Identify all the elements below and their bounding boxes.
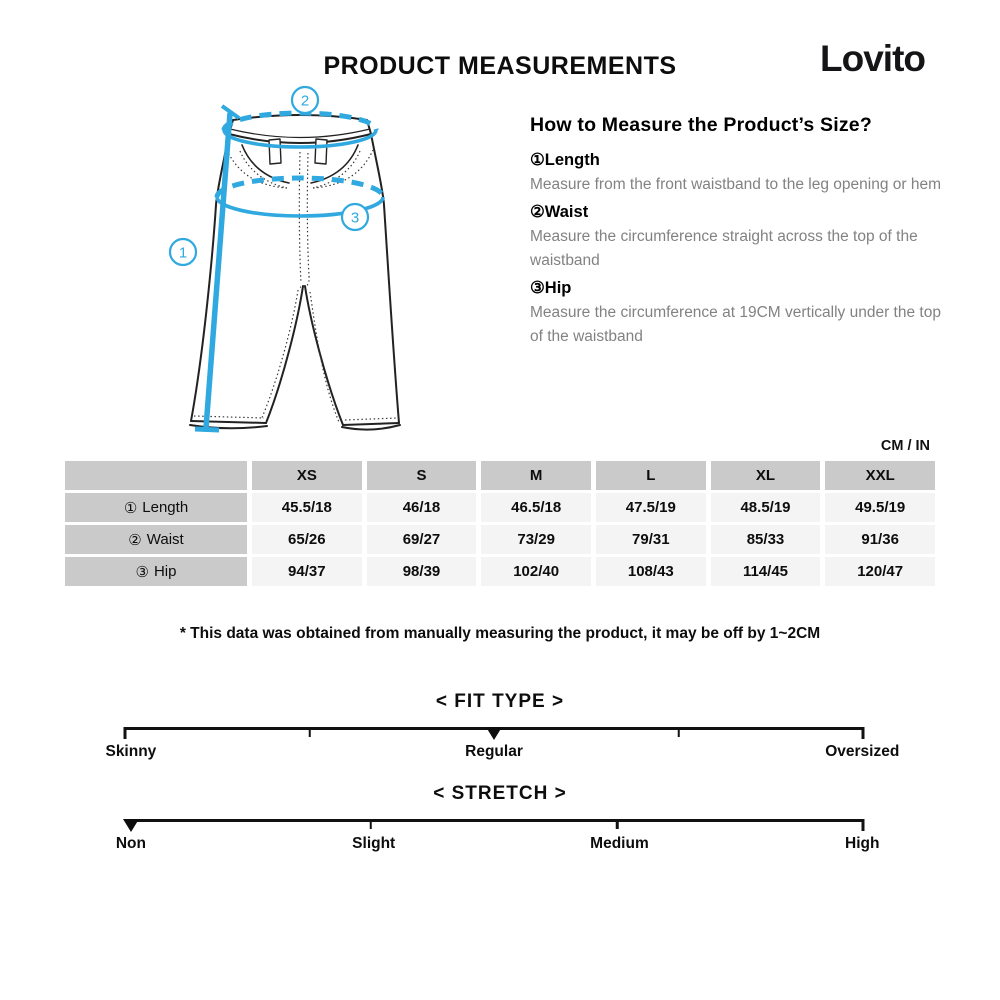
waist-s: 69/27 — [367, 525, 477, 554]
col-header-l: L — [596, 461, 706, 490]
waist-l: 79/31 — [596, 525, 706, 554]
waist-xl: 85/33 — [711, 525, 821, 554]
fit-type-track — [125, 727, 863, 730]
stretch-label-medium: Medium — [590, 835, 649, 852]
fit-type-tick-75 — [677, 727, 680, 737]
fit-type-tick-0 — [124, 727, 127, 739]
col-header-xxl: XXL — [825, 461, 935, 490]
measure-item-waist-label: ②Waist — [530, 203, 589, 221]
length-l: 47.5/19 — [596, 493, 706, 522]
hip-xl: 114/45 — [711, 557, 821, 586]
how-to-measure-section — [530, 114, 944, 349]
stretch-track — [125, 819, 863, 822]
fit-type-label-regular: Regular — [465, 743, 523, 760]
stretch-label-high: High — [845, 835, 880, 852]
fit-type-tick-25 — [308, 727, 311, 737]
marker-num-3: 3 — [350, 209, 360, 227]
marker-num-1: 1 — [178, 244, 188, 262]
measure-item-hip-label: ③Hip — [530, 279, 572, 297]
brand-logo: Lovito — [820, 38, 925, 79]
hip-m: 102/40 — [481, 557, 591, 586]
fit-type-title: < FIT TYPE > — [435, 691, 565, 712]
measurement-note: * This data was obtained from manually measuring the product, it may be off by 1~2CM — [179, 625, 821, 642]
marker-numbers — [179, 93, 359, 262]
pants-diagram — [150, 80, 490, 450]
stretch-label-non: Non — [115, 835, 146, 852]
col-header-s: S — [367, 461, 477, 490]
length-s: 46/18 — [367, 493, 477, 522]
unit-label: CM / IN — [880, 438, 930, 454]
circled-1: ① — [530, 151, 545, 169]
stretch-labels — [115, 835, 880, 857]
stretch-label-slight: Slight — [352, 835, 396, 852]
circled-3: ③ — [530, 279, 545, 297]
hip-xxl: 120/47 — [825, 557, 935, 586]
size-table — [65, 461, 935, 586]
waist-xs: 65/26 — [252, 525, 362, 554]
measure-item-waist-desc: Measure the circumference straight across the top of the waistband — [530, 228, 918, 269]
how-to-heading: How to Measure the Product’s Size? — [530, 114, 872, 136]
stretch-tick-67 — [616, 819, 619, 829]
measure-item-length-label: ①Length — [530, 151, 600, 169]
fit-type-tick-100 — [862, 727, 865, 739]
length-m: 46.5/18 — [481, 493, 591, 522]
fit-type-label-skinny: Skinny — [105, 743, 157, 760]
hip-l: 108/43 — [596, 557, 706, 586]
row-header-length: ① Length — [65, 493, 247, 522]
length-xs: 45.5/18 — [252, 493, 362, 522]
fit-type-marker-icon — [486, 727, 502, 740]
waist-xxl: 91/36 — [825, 525, 935, 554]
stretch-tick-100 — [862, 819, 865, 831]
fit-type-label-oversized: Oversized — [825, 743, 900, 760]
measure-item-hip-desc: Measure the circumference at 19CM vertically under the top of the waistband — [530, 304, 941, 345]
length-xl: 48.5/19 — [711, 493, 821, 522]
stretch-tick-33 — [370, 819, 373, 829]
length-xxl: 49.5/19 — [825, 493, 935, 522]
col-header-m: M — [481, 461, 591, 490]
marker-num-2: 2 — [300, 92, 310, 110]
hip-s: 98/39 — [367, 557, 477, 586]
circled-2: ② — [530, 203, 545, 221]
col-header-xs: XS — [252, 461, 362, 490]
stretch-title: < STRETCH > — [433, 783, 567, 804]
fit-type-labels — [105, 743, 900, 765]
waist-m: 73/29 — [481, 525, 591, 554]
col-header-xl: XL — [711, 461, 821, 490]
row-header-waist: ② Waist — [65, 525, 247, 554]
page-title: PRODUCT MEASUREMENTS — [323, 52, 677, 80]
pants-outline — [190, 115, 400, 430]
stretch-marker-icon — [123, 819, 139, 832]
row-header-hip: ③ Hip — [65, 557, 247, 586]
table-corner-cell — [65, 461, 247, 490]
measure-item-length-desc: Measure from the front waistband to the leg opening or hem — [530, 176, 941, 193]
hip-xs: 94/37 — [252, 557, 362, 586]
